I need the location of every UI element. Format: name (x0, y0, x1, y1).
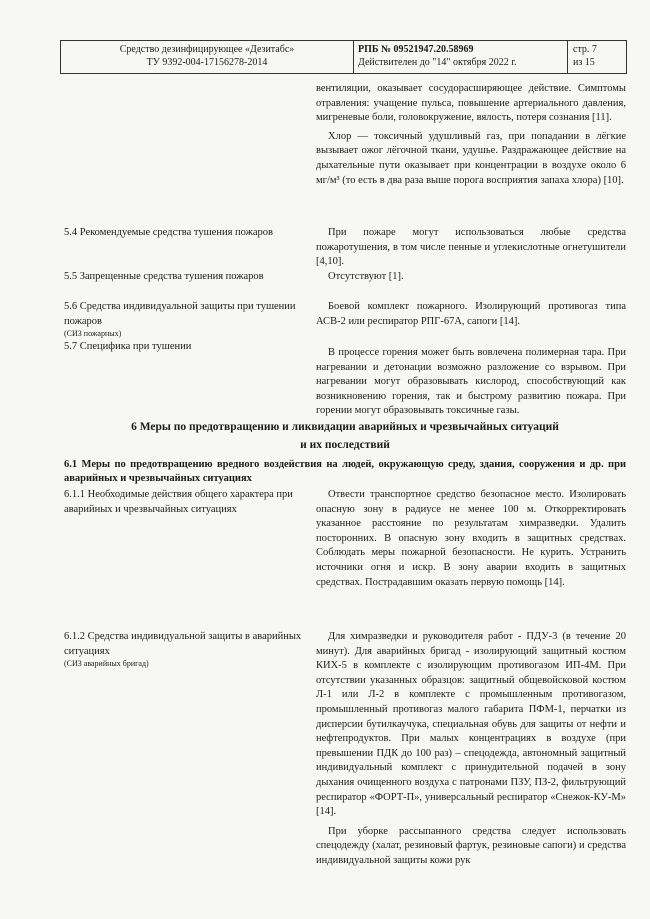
section-5-4-text: При пожаре могут использоваться любые средства пожаротушения, в том числе пенные и углекислотные огнетушители [4,10]. (316, 227, 626, 268)
section-6-1-2-sublabel: (СИЗ аварийных бригад) (64, 659, 149, 669)
section-6-1-2-text-1: Для химразведки и руководителя работ - ПДУ-3 (в течение 20 минут). Для аварийных бригад - изолирующий защитный костюм КИХ-5 в комплекте с изолирующим противогазом ИП-4М. При отсутствии указанных образцов: защитный общевойсковой костюм Л-1 или Л-2 в комплекте с промышленным противогазом, промышленный противогаз малого габарита ПФМ-1, перчатки из дисперсии бутилкаучука, специальная обувь для защиты от нефти и нефтепродуктов. При малых концентрациях в воздухе (при превышении ПДК до 100 раз) – спецодежда, автономный защитный индивидуальный комплект с принудительной подачей в зону дыхания очищенного воздуха с патронами ПЗУ, ПЗ-2, фильтрующий респиратор «ФОРТ-П», универсальный респиратор «Снежок-КУ-М» [14]. (316, 631, 626, 818)
header-page-total: из 15 (573, 57, 595, 68)
section-5-6-text: Боевой комплект пожарного. Изолирующий противогаз типа АСВ-2 или респиратор РПГ-67А, сапоги [14]. (316, 301, 626, 327)
header-product-cell (61, 41, 354, 73)
section-5-5-text: Отсутствуют [1]. (328, 271, 404, 282)
section-6-1-2-label: 6.1.2 Средства индивидуальной защиты в аварийных ситуациях (64, 631, 302, 657)
header-page-label: стр. 7 (573, 44, 597, 55)
section-5-5-label: 5.5 Запрещенные средства тушения пожаров (64, 271, 264, 282)
section-5-7-text: В процессе горения может быть вовлечена полимерная тара. При нагревании и детонации возможно разложение со взрывом. При нагревании могут образовывать кислород, способствующий как возникновению горения, так и быстрому развитию пожара. При горении могут образовывать токсичные газы. (316, 347, 626, 417)
section-6-1-1-text: Отвести транспортное средство безопасное место. Изолировать опасную зону в радиусе не менее 100 м. Откорректировать указанное расстояние по результатам химразведки. Удалить посторонних. В опасную зону входить в защитных средствах. Соблюдать меры пожарной безопасности. Не курить. Устранить источники огня и искр. В зону аварии входить в защитных средствах. Пострадавшим оказать первую помощь [14]. (316, 489, 626, 588)
header-rpb-number: РПБ № 09521947.20.58969 (358, 44, 474, 55)
intro-paragraph-2: Хлор — токсичный удушливый газ, при попадании в лёгкие вызывает ожог лёгочной ткани, удушье. Раздражающее действие на дыхательные пути оказывает при концентрации в воздухе около 6 мг/м³ (то есть в два раза выше порога восприятия запаха хлора) [10]. (316, 130, 626, 186)
section-5-7-label: 5.7 Специфика при тушении (64, 341, 192, 352)
header-product-spec: ТУ 9392-004-17156278-2014 (146, 57, 268, 68)
section-6-title-line-2: и их последствий (300, 439, 390, 451)
section-6-1-title: 6.1 Меры по предотвращению вредного воздействия на людей, окружающую среду, здания, сооружения и др. при аварийных и чрезвычайных ситуациях (64, 459, 626, 484)
section-5-6-label: 5.6 Средства индивидуальной защиты при тушении пожаров (64, 301, 296, 327)
header-valid-until: Действителен до "14" октября 2022 г. (358, 57, 517, 68)
header-page-cell (568, 41, 626, 73)
section-6-title-line-1: 6 Меры по предотвращению и ликвидации аварийных и чрезвычайных ситуаций (131, 421, 559, 433)
section-5-6-sublabel: (СИЗ пожарных) (64, 329, 122, 339)
header-product-name: Средство дезинфицирующее «Дезитабс» (119, 44, 295, 55)
document-header (60, 40, 627, 74)
intro-paragraph-1: вентиляции, оказывает сосудорасширяющее действие. Симптомы отравления: учащение пульса, повышение артериального давления, мигреневые боли, головокружение, вялость, потеря сознания [11]. (316, 83, 626, 124)
section-5-4-label: 5.4 Рекомендуемые средства тушения пожаров (64, 227, 274, 238)
header-registration-cell (354, 41, 568, 73)
section-6-1-1-label: 6.1.1 Необходимые действия общего характера при аварийных и чрезвычайных ситуациях (64, 489, 293, 515)
section-6-title (64, 420, 626, 453)
section-6-1-2-text-2: При уборке рассыпанного средства следует использовать спецодежду (халат, резиновый фартук, резиновые сапоги) и средства индивидуальной защиты кожи рук (316, 825, 626, 866)
